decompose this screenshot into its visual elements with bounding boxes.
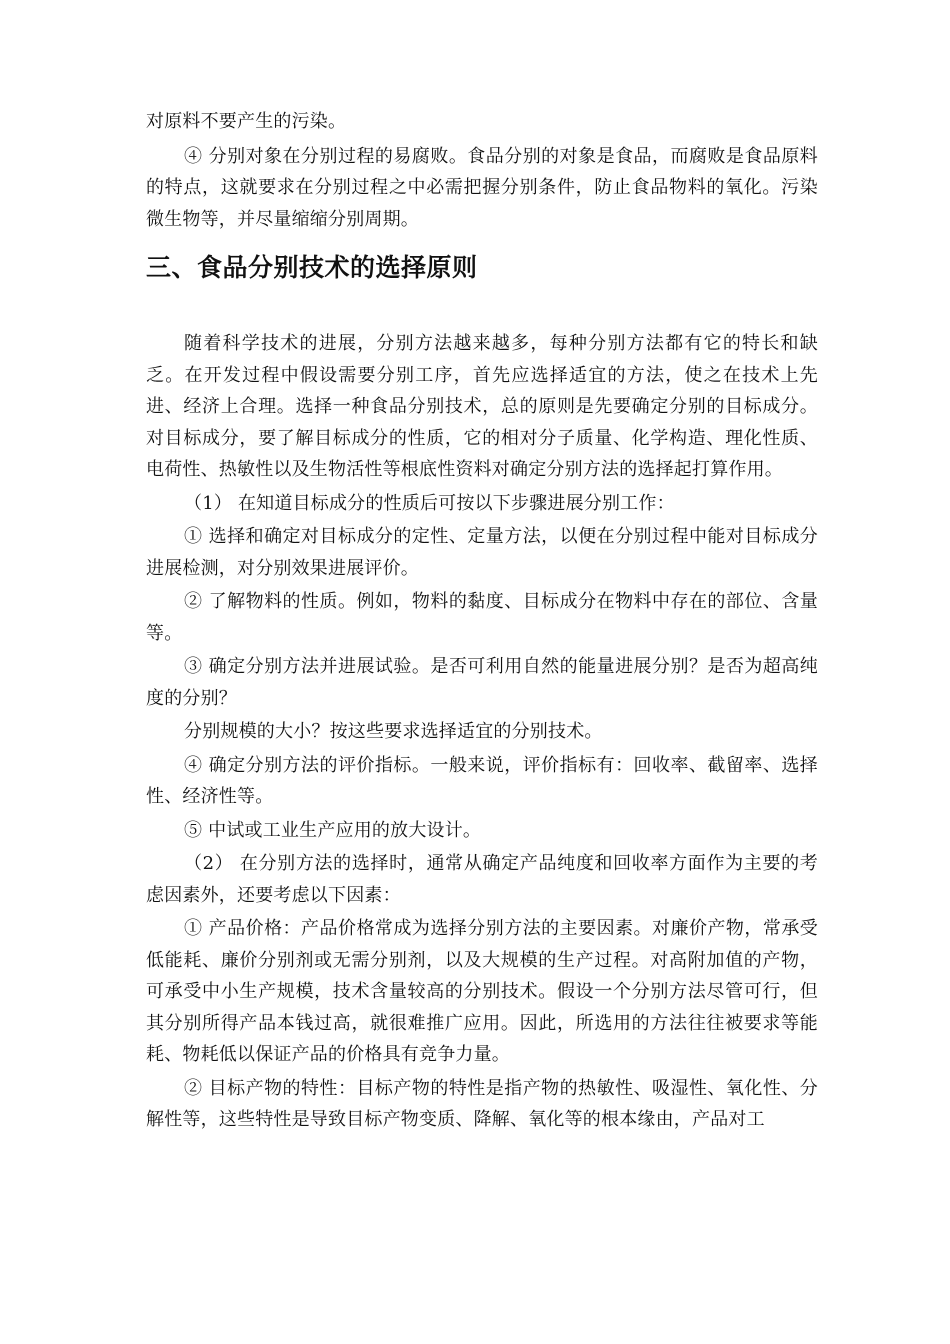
paragraph-continuation: 对原料不要产生的污染。 (146, 111, 347, 132)
step1-item-3: ③ 确定分别方法并进展试验。是否可利用自然的能量进展分别？是否为超高纯度的分别？ (146, 656, 818, 709)
section-heading: 三、食品分别技术的选择原则 (146, 253, 478, 282)
step2-title: （2） 在分别方法的选择时，通常从确定产品纯度和回收率方面作为主要的考虑因素外，还要考虑以下因素： (146, 853, 818, 906)
step2-item-2: ② 目标产物的特性：目标产物的特性是指产物的热敏性、吸湿性、氧化性、分解性等，这些特性是导致目标产物变质、降解、氧化等的根本缘由，产品对工 (146, 1077, 818, 1130)
document-body (146, 106, 818, 1136)
intro-paragraph: 随着科学技术的进展，分别方法越来越多，每种分别方法都有它的特长和缺乏。在开发过程中假设需要分别工序，首先应选择适宜的方法，使之在技术上先进、经济上合理。选择一种食品分别技术，总的原则是先要确定分别的目标成分。对目标成分，要了解目标成分的性质，它的相对分子质量、化学构造、理化性质、电荷性、热敏性以及生物活性等根底性资料对确定分别方法的选择起打算作用。 (146, 333, 818, 480)
step1-item-3-continuation: 分别规模的大小？按这些要求选择适宜的分别技术。 (184, 721, 603, 742)
step1-item-4: ④ 确定分别方法的评价指标。一般来说，评价指标有：回收率、截留率、选择性、经济性等。 (146, 754, 818, 807)
paragraph-item-4-perishability: ④ 分别对象在分别过程的易腐败。食品分别的对象是食品，而腐败是食品原料的特点，这就要求在分别过程之中必需把握分别条件，防止食品物料的氧化。污染微生物等，并尽量缩缩分别周期。 (146, 145, 818, 230)
step1-item-5: ⑤ 中试或工业生产应用的放大设计。 (184, 819, 482, 841)
step1-item-2: ② 了解物料的性质。例如，物料的黏度、目标成分在物料中存在的部位、含量等。 (146, 591, 818, 644)
step2-item-1: ① 产品价格：产品价格常成为选择分别方法的主要因素。对廉价产物，常承受低能耗、廉价分别剂或无需分别剂，以及大规模的生产过程。对高附加值的产物，可承受中小生产规模，技术含量较高的分别技术。假设一个分别方法尽管可行，但其分别所得产品本钱过高，就很难推广应用。因此，所选用的方法往往被要求等能耗、物耗低以保证产品的价格具有竞争力量。 (146, 918, 818, 1065)
step1-title: （1） 在知道目标成分的性质后可按以下步骤进展分别工作： (184, 492, 675, 514)
step1-item-1: ① 选择和确定对目标成分的定性、定量方法，以便在分别过程中能对目标成分进展检测，对分别效果进展评价。 (146, 526, 818, 579)
